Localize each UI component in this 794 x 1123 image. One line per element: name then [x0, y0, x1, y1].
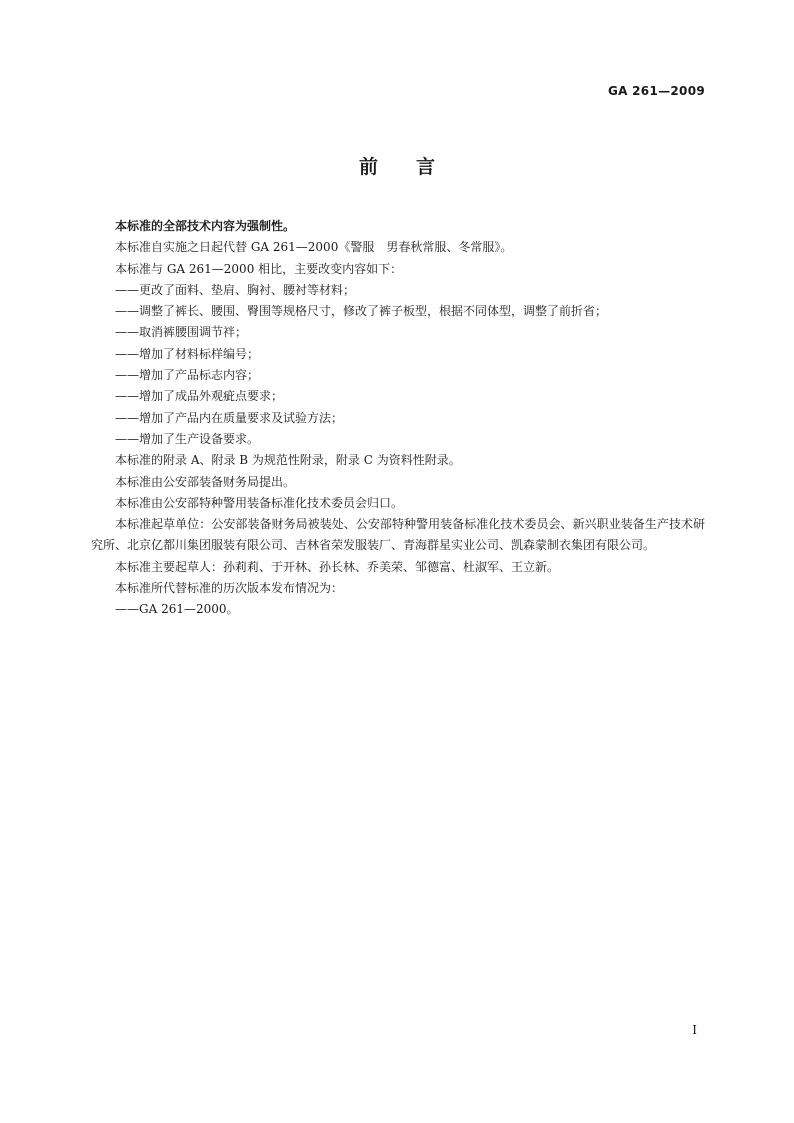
- paragraph-replacement: 本标准自实施之日起代替 GA 261—2000《警服 男春秋常服、冬常服》。: [115, 240, 513, 255]
- paragraph-changes-intro: 本标准与 GA 261—2000 相比，主要改变内容如下：: [115, 261, 403, 276]
- list-item-change: ——调整了裤长、腰围、臀围等规格尺寸，修改了裤子板型，根据不同体型，调整了前折省；: [115, 304, 608, 319]
- paragraph-proposed-by: 本标准由公安部装备财务局提出。: [115, 474, 296, 489]
- paragraph-drafting-units: 本标准起草单位：公安部装备财务局被装处、公安部特种警用装备标准化技术委员会、新兴职业装备生产技术研究所、北京亿都川集团服装有限公司、吉林省荣发服装厂、青海群星实业公司、凯森蒙制衣集团有限公司。: [91, 517, 705, 553]
- foreword-body: [91, 216, 705, 621]
- list-item-change: ——取消裤腰围调节袢；: [115, 325, 248, 340]
- list-item-change: ——增加了产品标志内容；: [115, 368, 260, 383]
- list-item-change: ——增加了生产设备要求。: [115, 431, 260, 446]
- document-code: GA 261—2009: [607, 84, 705, 98]
- list-item-change: ——增加了产品内在质量要求及试验方法；: [115, 410, 344, 425]
- list-item-change: ——增加了材料标样编号；: [115, 346, 260, 361]
- page-title: 前言: [358, 156, 473, 178]
- list-item-change: ——增加了成品外观疵点要求；: [115, 389, 284, 404]
- paragraph-appendices: 本标准的附录 A、附录 B 为规范性附录，附录 C 为资料性附录。: [115, 453, 461, 468]
- paragraph-centralized-by: 本标准由公安部特种警用装备标准化技术委员会归口。: [115, 495, 404, 510]
- list-item-change: ——更改了面料、垫肩、胸衬、腰衬等材料；: [115, 282, 356, 297]
- paragraph-drafters: 本标准主要起草人：孙莉莉、于开林、孙长林、乔美荣、邹德富、杜淑军、王立新。: [115, 559, 560, 574]
- paragraph-history-intro: 本标准所代替标准的历次版本发布情况为：: [115, 581, 344, 596]
- list-item-history: ——GA 261—2000。: [115, 602, 239, 617]
- page-number: I: [692, 1023, 697, 1037]
- paragraph-mandatory-notice: 本标准的全部技术内容为强制性。: [115, 219, 296, 233]
